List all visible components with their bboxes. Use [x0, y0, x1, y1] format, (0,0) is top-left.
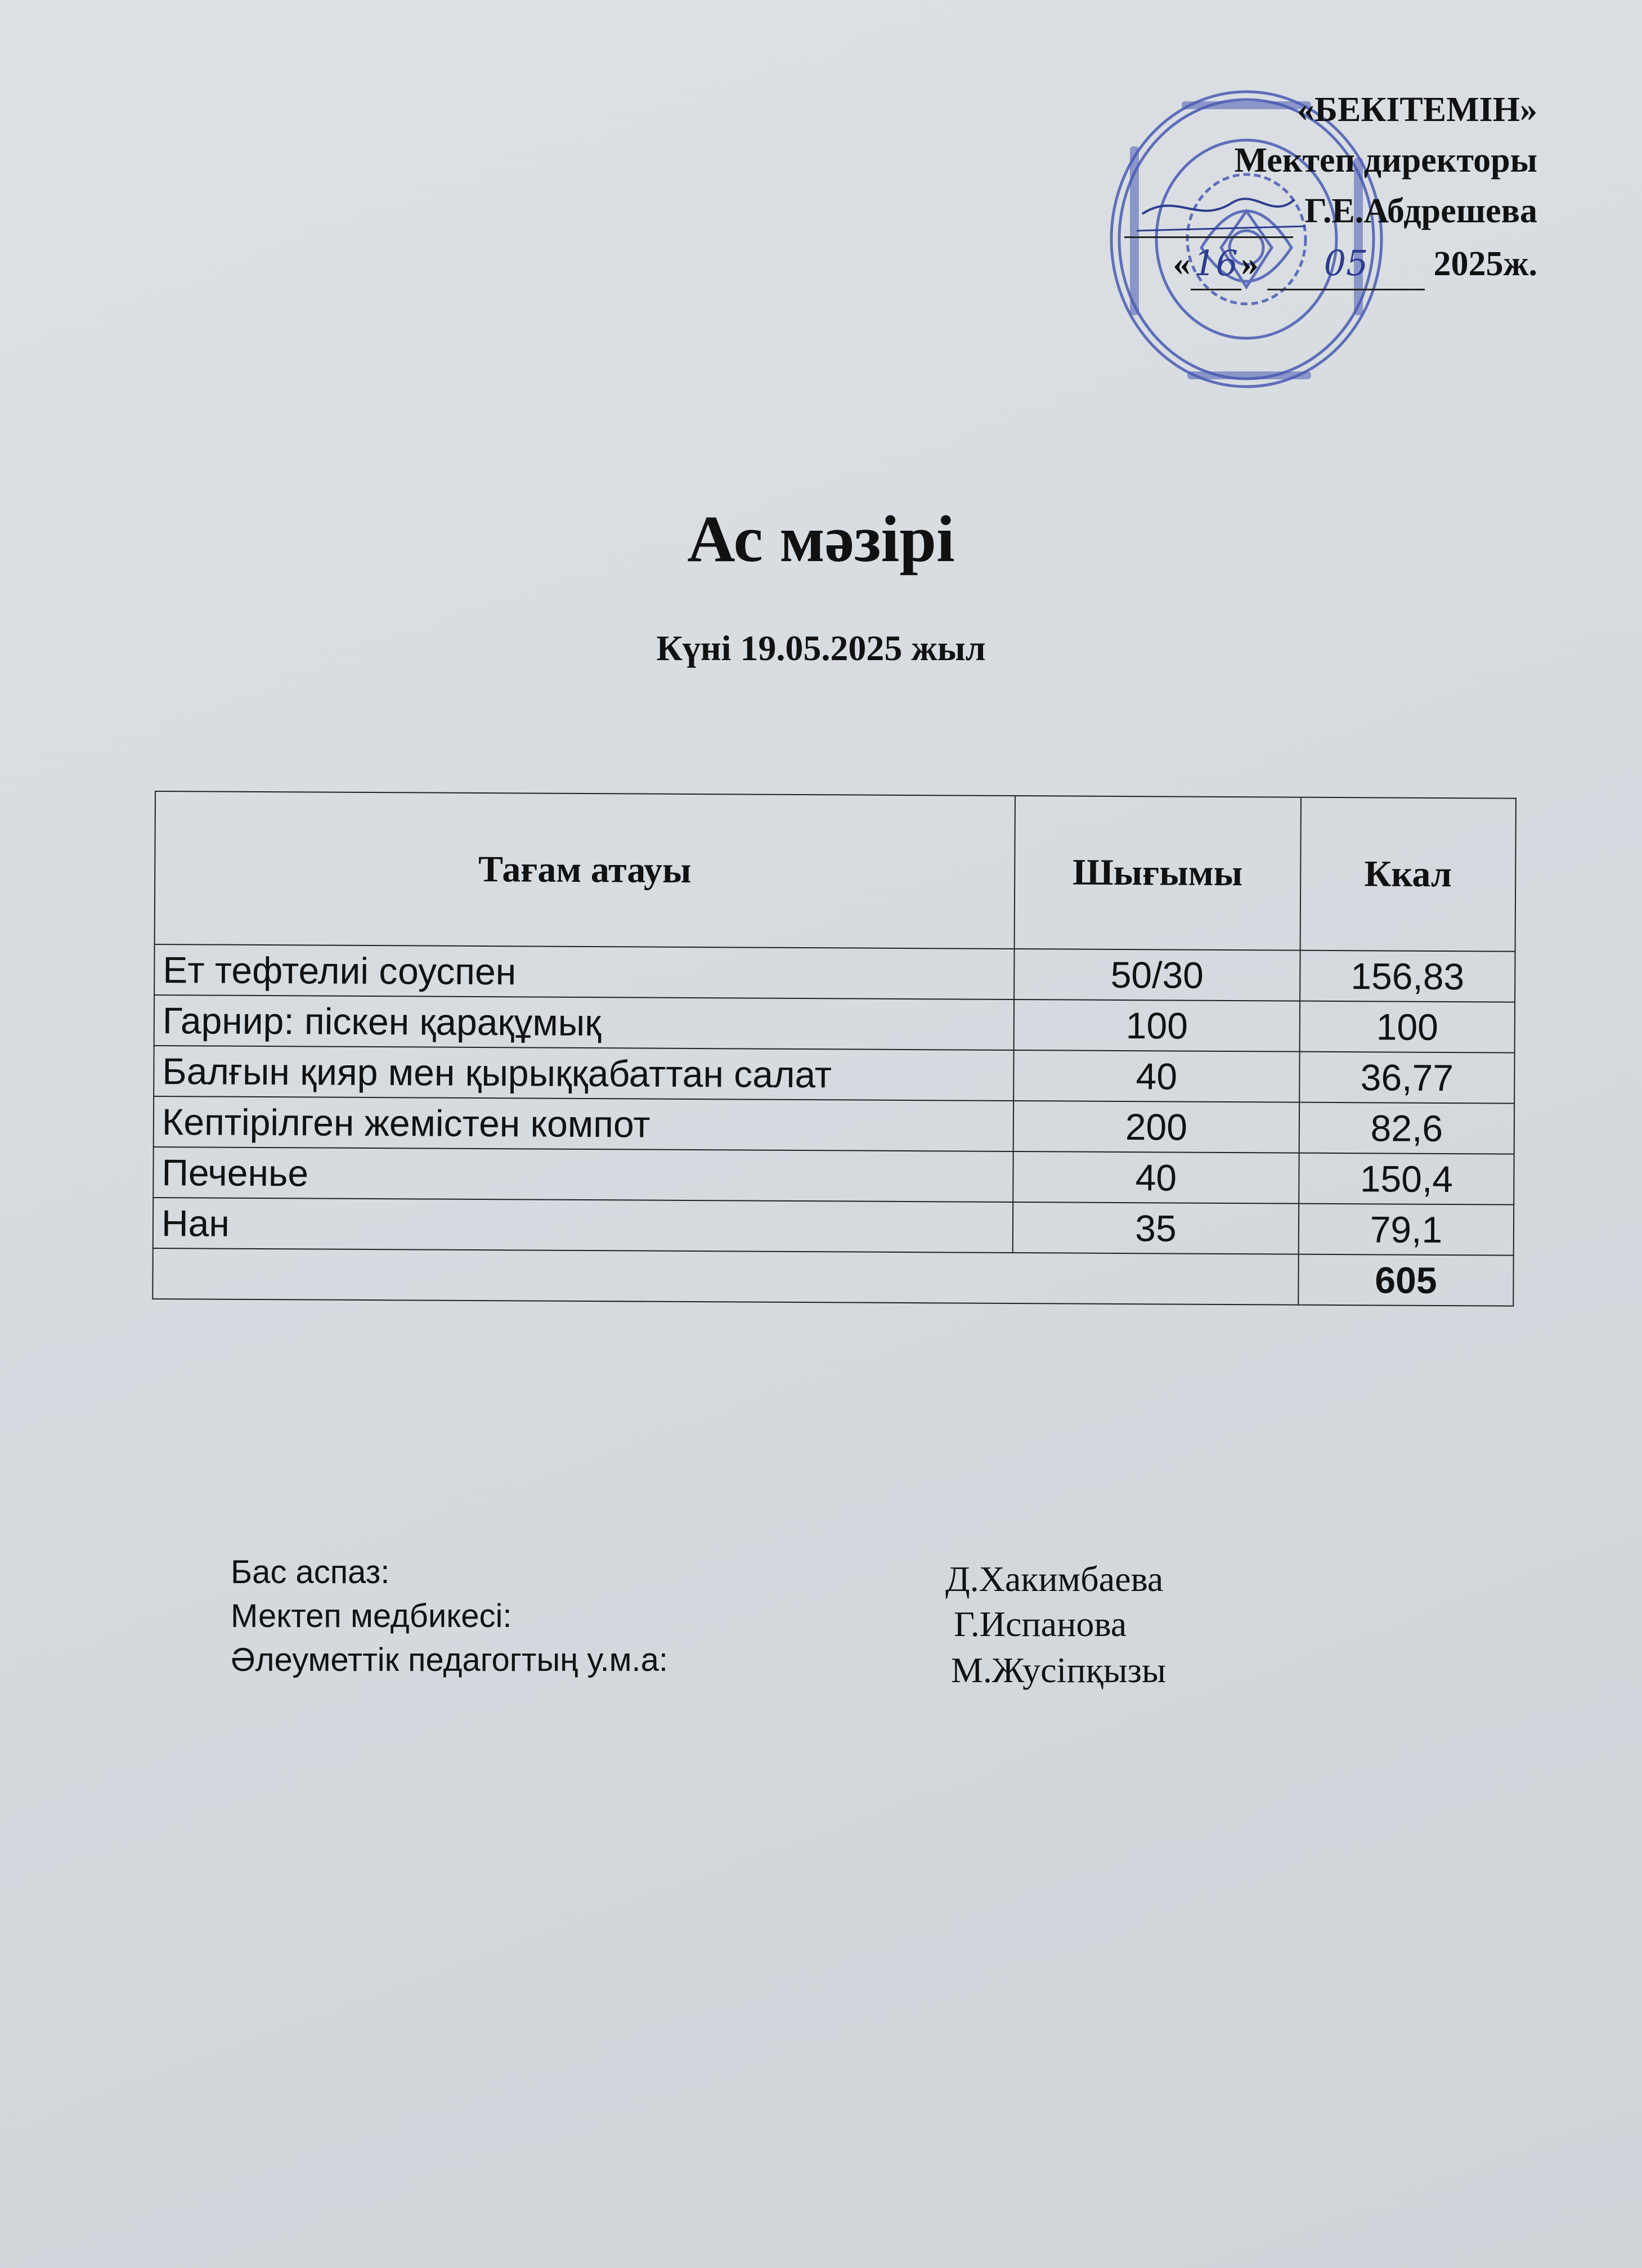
dish-yield: 200: [1013, 1101, 1299, 1153]
page-title: Ас мәзірі: [687, 502, 955, 576]
table-row: [154, 1046, 1514, 1104]
dish-yield: 40: [1013, 1151, 1299, 1204]
total-kcal: 605: [1298, 1254, 1513, 1306]
dish-name: Кептірілген жемістен компот: [154, 1096, 1013, 1151]
signer-name: М.Жусіпқызы: [951, 1650, 1166, 1690]
dish-kcal: 150,4: [1299, 1153, 1514, 1205]
table-row: [153, 1147, 1514, 1205]
date-open-quote: «: [1173, 245, 1191, 283]
date-day: 16: [1191, 238, 1241, 290]
director-line: [1124, 186, 1537, 238]
dish-kcal: 36,77: [1299, 1052, 1514, 1104]
dish-name: Ет тефтелиі соуспен: [154, 944, 1014, 999]
header-kcal: Ккал: [1300, 797, 1516, 952]
dish-yield: 40: [1013, 1050, 1299, 1102]
approval-date: [1173, 238, 1537, 290]
table-row: [153, 1198, 1514, 1256]
header-dish-name: Тағам атауы: [155, 791, 1015, 949]
date-close-quote: »: [1241, 245, 1259, 283]
menu-date: Күні 19.05.2025 жыл: [656, 628, 986, 668]
signatories: [231, 1550, 1244, 1690]
signer-row: [231, 1638, 1244, 1690]
table-total-row: [152, 1248, 1513, 1306]
signer-role: Бас аспаз:: [231, 1554, 390, 1590]
dish-yield: 35: [1013, 1202, 1299, 1254]
date-year: 2025ж.: [1433, 245, 1537, 283]
table-header-row: [155, 791, 1516, 952]
signature-line: [1124, 186, 1293, 238]
signer-name: Г.Испанова: [954, 1604, 1127, 1644]
signer-name: Д.Хакимбаева: [945, 1559, 1164, 1599]
dish-kcal: 79,1: [1299, 1204, 1514, 1256]
dish-yield: 50/30: [1014, 949, 1300, 1001]
table-row: [154, 944, 1515, 1002]
dish-name: Печенье: [153, 1147, 1013, 1202]
dish-name: Гарнир: піскен қарақұмық: [154, 995, 1014, 1050]
director-position: Мектеп директоры: [1234, 141, 1537, 180]
total-empty-cell: [152, 1248, 1298, 1305]
signer-row: [231, 1594, 1244, 1644]
approval-heading: «БЕКІТЕМІН»: [1296, 91, 1537, 129]
dish-kcal: 82,6: [1299, 1102, 1514, 1154]
dish-kcal: 100: [1300, 1001, 1515, 1053]
signer-row: [231, 1550, 1244, 1599]
date-month: 05: [1267, 238, 1425, 290]
dish-yield: 100: [1014, 999, 1300, 1052]
signer-role: Мектеп медбикесі:: [231, 1598, 512, 1634]
menu-table: [152, 791, 1517, 1307]
approval-block: [1124, 84, 1537, 290]
dish-kcal: 156,83: [1300, 951, 1515, 1002]
table-row: [154, 995, 1515, 1053]
header-yield: Шығымы: [1015, 796, 1301, 951]
table-row: [154, 1096, 1514, 1154]
director-name: Г.Е.Абдрешева: [1304, 192, 1537, 230]
dish-name: Балғын қияр мен қырыққабаттан салат: [154, 1046, 1013, 1101]
signer-role: Әлеуметтік педагогтың у.м.а:: [231, 1642, 668, 1678]
dish-name: Нан: [153, 1198, 1013, 1253]
